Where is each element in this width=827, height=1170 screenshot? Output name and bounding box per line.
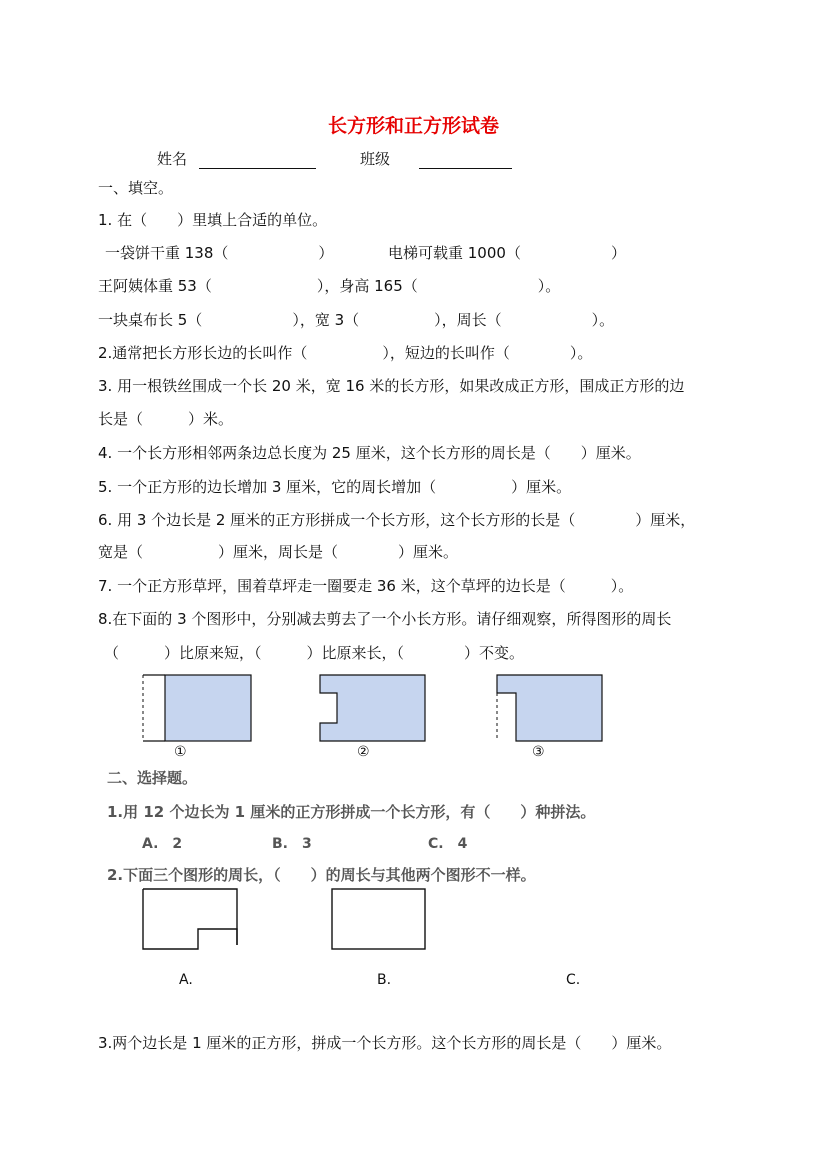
figure-1 <box>143 675 251 741</box>
figure-2-label: ② <box>357 744 370 760</box>
q5-text: 5. 一个正方形的边长增加 3 厘米，它的周长增加（ ）厘米。 <box>98 478 572 496</box>
q6-text-line2: 宽是（ ）厘米，周长是（ ）厘米。 <box>98 543 459 561</box>
choice-q2-option-a[interactable]: A. <box>179 972 193 988</box>
q8-text-line1: 8.在下面的 3 个图形中，分别减去剪去了一个小长方形。请仔细观察，所得图形的周长 <box>98 610 672 628</box>
section1-heading: 一、填空。 <box>98 179 174 197</box>
q1-intro: 1. 在（ ）里填上合适的单位。 <box>98 211 328 229</box>
page-title: 长方形和正方形试卷 <box>327 115 499 137</box>
q1-item-d: 一块桌布长 5（ ），宽 3（ ），周长（ ）。 <box>98 311 615 329</box>
q7-text: 7. 一个正方形草坪，围着草坪走一圈要走 36 米，这个草坪的边长是（ ）。 <box>98 577 634 595</box>
class-label: 班级 <box>360 150 391 168</box>
figure-1-label: ① <box>174 744 187 760</box>
section2-heading: 二、选择题。 <box>107 769 198 787</box>
choice-q2-option-b[interactable]: B. <box>377 972 392 988</box>
q1-item-c: 王阿姨体重 53（ ），身高 165（ ）。 <box>98 277 561 295</box>
figure-3 <box>497 675 602 741</box>
choice-figure-b <box>332 889 425 949</box>
name-label: 姓名 <box>157 150 188 168</box>
q6-text-line1: 6. 用 3 个边长是 2 厘米的正方形拼成一个长方形，这个长方形的长是（ ）厘米， <box>98 511 696 529</box>
q1-item-b: 电梯可载重 1000（ ） <box>388 244 626 262</box>
choice-figure-a <box>143 889 237 949</box>
choice-q1-text: 1.用 12 个边长为 1 厘米的正方形拼成一个长方形，有（ ）种拼法。 <box>107 803 596 821</box>
q3-text-line1: 3. 用一根铁丝围成一个长 20 米，宽 16 米的长方形，如果改成正方形，围成正方形的边 <box>98 377 685 395</box>
q1-item-a: 一袋饼干重 138（ ） <box>105 244 334 262</box>
figure-2 <box>320 675 425 741</box>
choice-q1-option-c[interactable]: C. 4 <box>428 836 468 852</box>
choice-q1-option-b[interactable]: B. 3 <box>272 836 312 852</box>
choice-q2-option-c[interactable]: C. <box>566 972 581 988</box>
choice-q2-text: 2.下面三个图形的周长，（ ）的周长与其他两个图形不一样。 <box>107 866 536 884</box>
figure-3-label: ③ <box>532 744 545 760</box>
q3-text-line2: 长是（ ）米。 <box>98 410 234 428</box>
q4-text: 4. 一个长方形相邻两条边总长度为 25 厘米，这个长方形的周长是（ ）厘米。 <box>98 444 641 462</box>
choice-q1-option-a[interactable]: A. 2 <box>142 836 183 852</box>
choice-q3-text: 3.两个边长是 1 厘米的正方形，拼成一个长方形。这个长方形的周长是（ ）厘米。 <box>98 1034 672 1052</box>
q2-text: 2.通常把长方形长边的长叫作（ ），短边的长叫作（ ）。 <box>98 344 593 362</box>
q8-text-line2: （ ）比原来短，（ ）比原来长，（ ）不变。 <box>104 644 525 662</box>
